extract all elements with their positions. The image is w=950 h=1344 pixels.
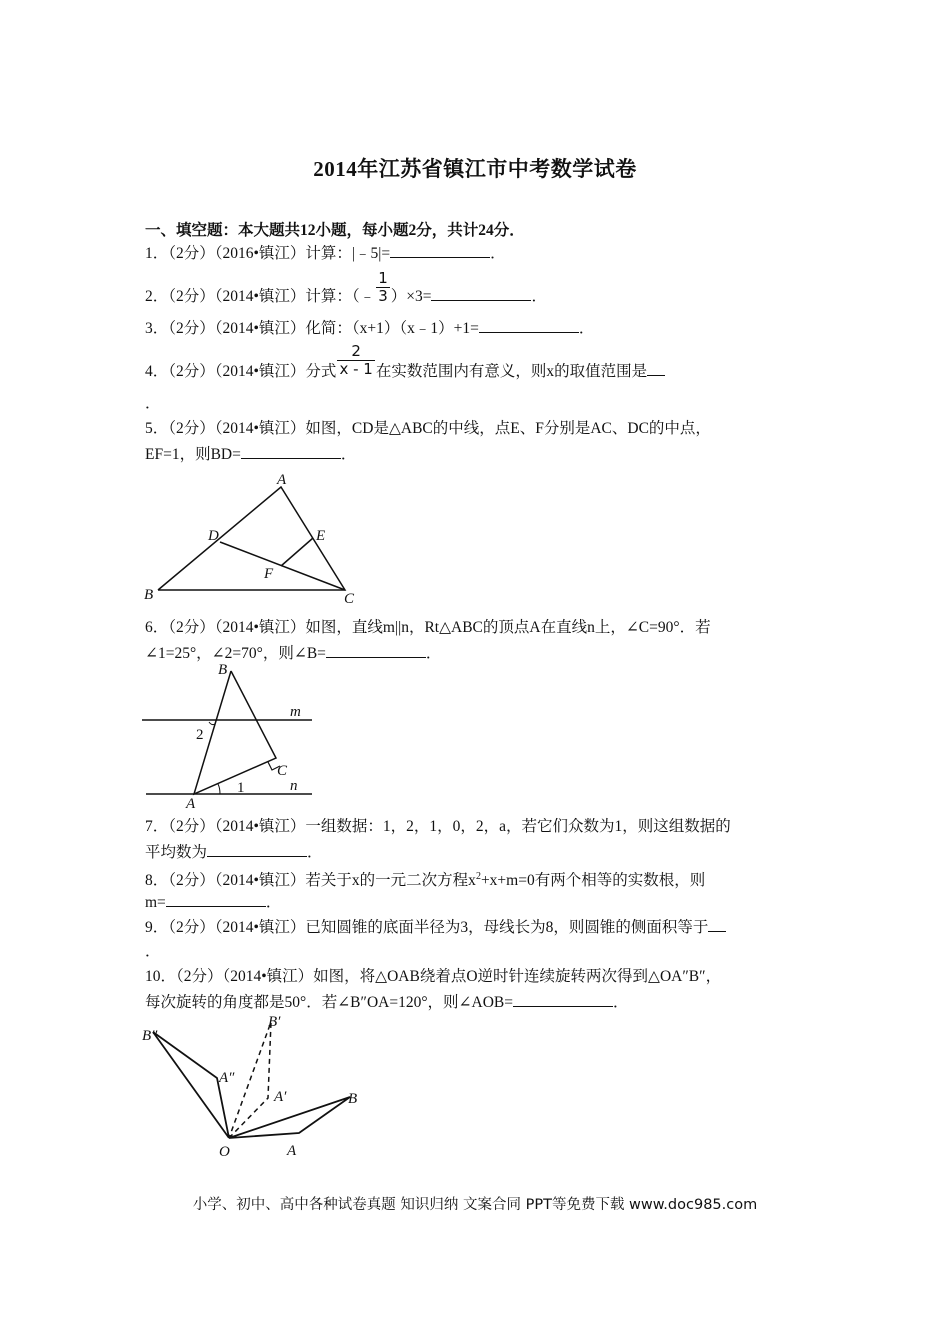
section-heading: 一、填空题：本大题共12小题，每小题2分，共计24分． (145, 222, 525, 239)
question-6-line2: ∠1=25°，∠2=70°，则∠B= ． (145, 645, 442, 662)
question-7-line2: 平均数为 ． (145, 844, 323, 861)
question-10-line1: 10．（2分）（2014•镇江）如图，将△OAB绕着点O逆时针连续旋转两次得到△OA″B″， (145, 968, 722, 985)
question-text: 2．（2分）（2014•镇江）计算：（﹣ (145, 288, 376, 306)
answer-blank (431, 286, 531, 301)
answer-blank (326, 643, 426, 658)
figure-triangle-abc (140, 470, 370, 610)
answer-blank (479, 318, 579, 333)
question-text: 4．（2分）（2014•镇江）分式 (145, 363, 337, 381)
label-c: C (277, 763, 288, 779)
answer-blank (241, 444, 341, 459)
fraction: $\frac{2}{x - 1}$ (339, 342, 373, 378)
answer-blank (166, 892, 266, 907)
triangle-oa1b1-dashed (229, 1022, 271, 1138)
answer-blank (207, 842, 307, 857)
label-b: B (144, 587, 154, 603)
angle-2-arc (209, 722, 215, 725)
question-1: 1．（2分）（2016•镇江）计算：|﹣5|= ． (145, 245, 506, 262)
triangle-abc (194, 671, 276, 794)
figure-rotation (140, 1010, 380, 1162)
triangle-oa2b2 (153, 1032, 229, 1138)
question-text: 3．（2分）（2014•镇江）化简：（x+1）（x﹣1）+1= (145, 320, 479, 337)
median-cd (220, 542, 345, 590)
figure-parallel-lines (140, 660, 320, 810)
question-10-line2: 每次旋转的角度都是50°．若∠B″OA=120°，则∠AOB= ． (145, 994, 629, 1011)
label-b-prime: B′ (268, 1014, 281, 1030)
label-b-double-prime: B″ (142, 1028, 158, 1044)
triangle-oab (229, 1097, 350, 1138)
label-f: F (264, 566, 274, 582)
question-4-end: ． (145, 395, 161, 412)
question-8-line2: m= ． (145, 894, 282, 911)
question-5-line2: EF=1，则BD= ． (145, 446, 357, 463)
label-b: B (218, 662, 228, 678)
question-5-line1: 5．（2分）（2014•镇江）如图，CD是△ABC的中线，点E、F分别是AC、DC的中点， (145, 420, 711, 437)
label-a: A (287, 1143, 297, 1159)
label-a-prime: A′ (274, 1089, 287, 1105)
label-angle-1: 1 (237, 780, 245, 796)
question-3: 3．（2分）（2014•镇江）化简：（x+1）（x﹣1）+1= ． (145, 320, 595, 337)
question-7-line1: 7．（2分）（2014•镇江）一组数据：1，2，1，0，2，a，若它们众数为1，则这组数据的 (145, 818, 731, 835)
footer-text: 小学、初中、高中各种试卷真题 知识归纳 文案合同 PPT等免费下载 www.doc985.com (192, 1197, 758, 1213)
answer-blank (708, 917, 726, 932)
page-title: 2014年江苏省镇江市中考数学试卷 (313, 157, 637, 181)
question-4: 4．（2分）（2014•镇江）分式 $\frac{2}{x - 1}$ 在实数范围内有意义，则x的取值范围是 (145, 343, 665, 378)
label-m: m (290, 704, 301, 720)
question-2: 2．（2分）（2014•镇江）计算：（﹣ $\frac{1}{3}$ ）×3= ． (145, 269, 547, 306)
label-c: C (344, 591, 355, 607)
label-o: O (219, 1144, 230, 1160)
segment-ef (281, 538, 313, 566)
question-6-line1: 6．（2分）（2014•镇江）如图，直线m||n，Rt△ABC的顶点A在直线n上，∠C=90°．若 (145, 619, 711, 636)
label-a-double-prime: A″ (219, 1070, 235, 1086)
angle-1-arc (218, 784, 220, 794)
label-b: B (348, 1091, 358, 1107)
answer-blank (390, 243, 490, 258)
question-8-line1: 8．（2分）（2014•镇江）若关于x的一元二次方程$x^2+x+m=0$有两个相等的实数根，则 (145, 871, 706, 889)
label-angle-2: 2 (196, 727, 204, 743)
question-9-line1: 9．（2分）（2014•镇江）已知圆锥的底面半径为3，母线长为8，则圆锥的侧面积等于 (145, 917, 726, 938)
label-n: n (290, 778, 298, 794)
fraction: $\frac{1}{3}$ (378, 269, 388, 305)
question-text: 1．（2分）（2016•镇江）计算：|﹣5|= (145, 245, 391, 262)
question-9-end: ． (145, 943, 161, 960)
label-a: A (277, 472, 287, 488)
label-d: D (208, 528, 219, 544)
answer-blank (647, 361, 665, 376)
answer-blank (513, 992, 613, 1007)
label-a: A (186, 796, 196, 810)
label-e: E (316, 528, 326, 544)
